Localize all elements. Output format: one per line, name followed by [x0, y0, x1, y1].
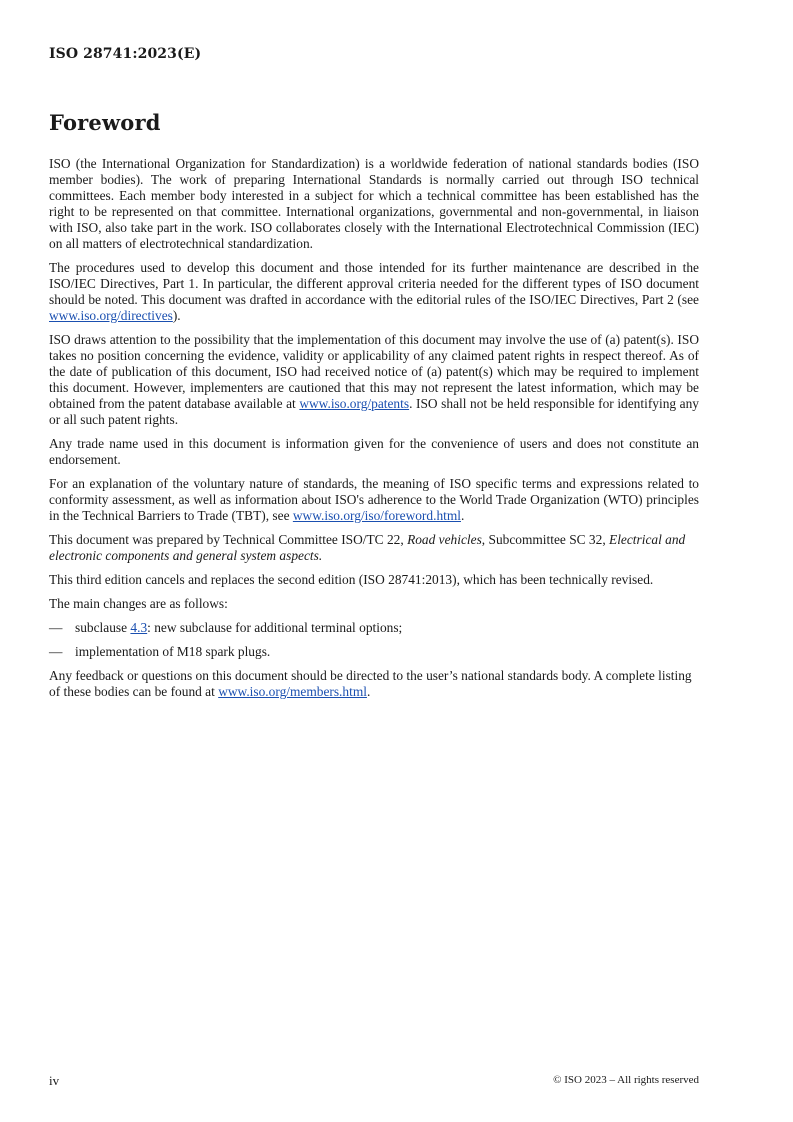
dash-bullet: —: [49, 620, 63, 635]
paragraph-patents: ISO draws attention to the possibility that the implementation of this document may involve the use of (a) patent(s). ISO takes no position concerning the evidence, validity or applicability of any claimed patent rights in respect thereof. As of the date of publication of this document, ISO had received notice of (a) patent(s) which may be required to implement this document. However, implementers are cautioned that this may not represent the latest information, which may be obtained from the patent database available at www.iso.org/patents. ISO shall not be held responsible for identifying any or all such patent rights.: [49, 332, 699, 427]
paragraph-feedback: Any feedback or questions on this document should be directed to the user’s national standards body. A complete listing of these bodies can be found at www.iso.org/members.html.: [49, 668, 692, 699]
paragraph-iso-intro: ISO (the International Organization for Standardization) is a worldwide federation of national standards bodies (ISO member bodies). The work of preparing International Standards is normally carried out through ISO technical committees. Each member body interested in a subject for which a technical committee has been established has the right to be represented on that committee. International organizations, governmental and non-governmental, in liaison with ISO, also take part in the work. ISO collaborates closely with the International Electrotechnical Commission (IEC) on all matters of electrotechnical standardization.: [49, 156, 699, 251]
dash-bullet: —: [49, 644, 63, 659]
paragraph-procedures: The procedures used to develop this document and those intended for its further maintenance are described in the ISO/IEC Directives, Part 1. In particular, the different approval criteria needed for the different types of ISO document should be noted. This document was drafted in accordance with the editorial rules of the ISO/IEC Directives, Part 2 (see www.iso.org/directives).: [49, 260, 699, 323]
foreword-body: [49, 156, 699, 708]
subcommittee-title: Electrical and electronic components and general system aspects.: [49, 532, 686, 563]
members-link[interactable]: www.iso.org/members.html: [218, 684, 367, 699]
paragraph-committee: This document was prepared by Technical Committee ISO/TC 22, Road vehicles, Subcommittee SC 32, Electrical and electronic components and general system aspects.: [49, 532, 686, 563]
list-item: — implementation of M18 spark plugs.: [49, 644, 271, 659]
subclause-link[interactable]: 4.3: [130, 620, 148, 635]
page-title: Foreword: [49, 110, 161, 135]
committee-title: Road vehicles: [407, 532, 482, 547]
paragraph-changes-intro: The main changes are as follows:: [49, 596, 228, 611]
copyright-notice: © ISO 2023 – All rights reserved: [553, 1074, 699, 1086]
document-id: ISO 28741:2023(E): [49, 46, 202, 62]
list-item: — subclause 4.3: new subclause for additional terminal options;: [49, 620, 403, 635]
paragraph-voluntary-nature: For an explanation of the voluntary nature of standards, the meaning of ISO specific terms and expressions related to conformity assessment, as well as information about ISO's adherence to the World Trade Organization (WTO) principles in the Technical Barriers to Trade (TBT), see www.iso.org/iso/foreword.html.: [49, 476, 699, 523]
changes-list: [49, 620, 699, 660]
page-number: iv: [49, 1073, 60, 1088]
paragraph-trade-name: Any trade name used in this document is information given for the convenience of users and does not constitute an endorsement.: [49, 436, 699, 467]
paragraph-edition: This third edition cancels and replaces the second edition (ISO 28741:2013), which has been technically revised.: [49, 572, 654, 587]
patents-link[interactable]: www.iso.org/patents: [299, 396, 410, 411]
directives-link[interactable]: www.iso.org/directives: [49, 308, 173, 323]
foreword-link[interactable]: www.iso.org/iso/foreword.html: [292, 508, 461, 523]
